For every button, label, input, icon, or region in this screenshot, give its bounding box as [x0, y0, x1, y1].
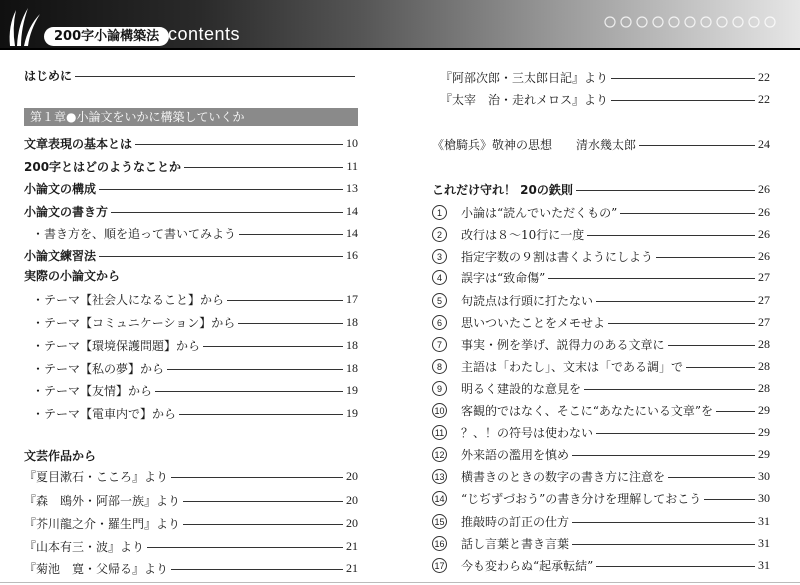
toc-entry-rules-heading[interactable]: これだけ守れ！ 20の鉄則 26	[432, 181, 770, 197]
toc-entry-theme[interactable]: ・テーマ【環境保護問題】から 18	[32, 337, 358, 353]
toc-entry-rule[interactable]: 1 小論は“読んでいただくもの” 26	[432, 203, 770, 221]
toc-entry-rule[interactable]: 11 ？、！の符号は使わない 29	[432, 423, 770, 441]
toc-entry[interactable]: 文章表現の基本とは 10	[24, 135, 358, 151]
header-rule	[0, 48, 800, 50]
rule-number: 7	[432, 337, 447, 352]
toc-entry[interactable]: 小論文の書き方 14	[24, 203, 358, 219]
toc-entry-rule[interactable]: 7 事実・例を挙げ、説得力のある文章に 28	[432, 335, 770, 353]
toc-entry-rule[interactable]: 16 話し言葉と書き言葉 31	[432, 534, 770, 552]
toc-entry-theme[interactable]: ・テーマ【友情】から 19	[32, 382, 358, 398]
toc-entry-special[interactable]: 《槍騎兵》敬神の思想 清水幾太郎 24	[432, 136, 770, 152]
toc-entry-rule[interactable]: 12 外来語の濫用を慎め 29	[432, 445, 770, 463]
toc-entry-theme[interactable]: ・テーマ【社会人になること】から 17	[32, 291, 358, 307]
rule-number: 13	[432, 469, 447, 484]
toc-entry-work[interactable]: 『芥川龍之介・羅生門』より 20	[24, 515, 358, 531]
toc-entry-rule[interactable]: 17 今も変わらぬ“起承転結” 31	[432, 556, 770, 574]
toc-entry-work[interactable]: 『夏目漱石・こころ』より 20	[24, 468, 358, 484]
toc-entry-rule[interactable]: 4 誤字は“致命傷” 27	[432, 268, 770, 286]
chapter-title-bar: 第１章●小論文をいかに構築していくか	[24, 108, 358, 126]
toc-entry-theme[interactable]: ・テーマ【私の夢】から 18	[32, 360, 358, 376]
section-heading-practical: 実際の小論文から	[24, 269, 121, 283]
page-header	[0, 0, 800, 50]
contents-label: contents	[168, 24, 241, 44]
toc-entry-work[interactable]: 『菊池 寛・父帰る』より 21	[24, 560, 358, 576]
rule-number: 17	[432, 558, 447, 573]
rule-number: 9	[432, 381, 447, 396]
toc-entry-rule[interactable]: 13 横書きのときの数字の書き方に注意を 30	[432, 467, 770, 485]
toc-entry-rule[interactable]: 10 客観的ではなく、そこに“あなたにいる文章”を 29	[432, 401, 770, 419]
toc-entry[interactable]: 200字とはどのようなことか 11	[24, 158, 358, 174]
rule-number: 5	[432, 293, 447, 308]
toc-entry[interactable]: 小論文練習法 16	[24, 247, 358, 263]
page-bottom-rule	[0, 582, 800, 583]
rule-number: 14	[432, 491, 447, 506]
rule-number: 3	[432, 249, 447, 264]
toc-entry-work[interactable]: 『阿部次郎・三太郎日記』より 22	[440, 69, 770, 85]
toc-entry-rule[interactable]: 3 指定字数の９割は書くようにしよう 26	[432, 247, 770, 265]
toc-entry-rule[interactable]: 6 思いついたことをメモせよ 27	[432, 313, 770, 331]
rule-number: 11	[432, 425, 447, 440]
rule-number: 10	[432, 403, 447, 418]
rule-number: 4	[432, 270, 447, 285]
rule-number: 8	[432, 359, 447, 374]
toc-entry-rule[interactable]: 2 改行は８～10行に一度 26	[432, 225, 770, 243]
toc-entry[interactable]: 小論文の構成 13	[24, 180, 358, 196]
rule-number: 16	[432, 536, 447, 551]
series-title: 200字小論構築法	[44, 27, 169, 46]
toc-entry-rule[interactable]: 5 句読点は行頭に打たない 27	[432, 291, 770, 309]
rule-number: 2	[432, 227, 447, 242]
toc-entry-rule[interactable]: 14 “じぢずづおう”の書き分けを理解しておこう 30	[432, 489, 770, 507]
decorative-dots-icon	[600, 10, 790, 34]
toc-entry-rule[interactable]: 15 推敲時の訂正の仕方 31	[432, 512, 770, 530]
rule-number: 1	[432, 205, 447, 220]
grass-logo-icon	[6, 6, 42, 46]
toc-entry-work[interactable]: 『太宰 治・走れメロス』より 22	[440, 91, 770, 107]
toc-entry-theme[interactable]: ・テーマ【電車内で】から 19	[32, 405, 358, 421]
toc-entry-intro[interactable]: はじめに	[24, 66, 358, 84]
rule-number: 12	[432, 447, 447, 462]
toc-entry-work[interactable]: 『森 鴎外・阿部一族』より 20	[24, 492, 358, 508]
rule-number: 6	[432, 315, 447, 330]
toc-entry[interactable]: ・書き方を、順を追って書いてみよう 14	[32, 225, 358, 241]
toc-entry-rule[interactable]: 9 明るく建設的な意見を 28	[432, 379, 770, 397]
toc-entry-work[interactable]: 『山本有三・波』より 21	[24, 538, 358, 554]
toc-entry-theme[interactable]: ・テーマ【コミュニケーション】から 18	[32, 314, 358, 330]
toc-entry-rule[interactable]: 8 主語は「わたし」、文末は「である調」で 28	[432, 357, 770, 375]
section-heading-literature: 文芸作品から	[24, 449, 97, 463]
rule-number: 15	[432, 514, 447, 529]
